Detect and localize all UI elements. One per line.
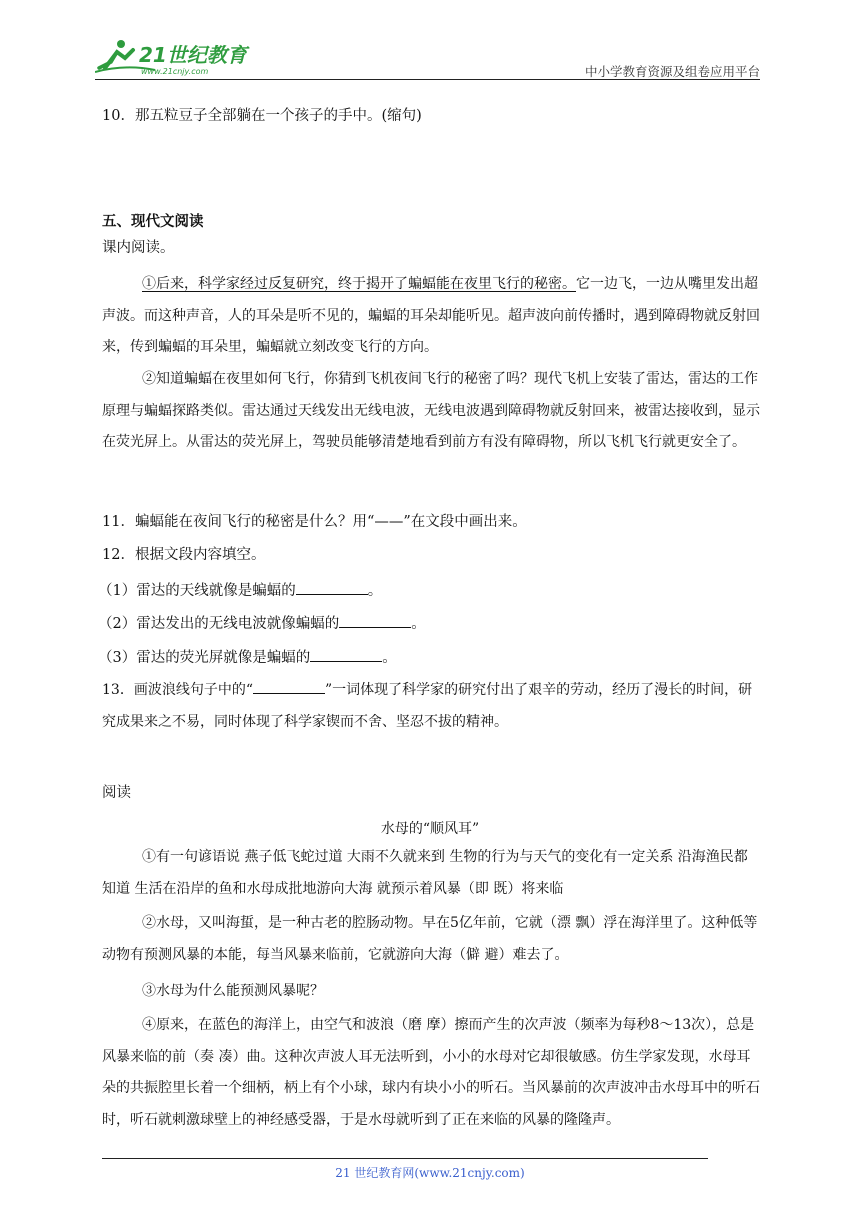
- question-12-1: （1）雷达的天线就像是蝙蝠的 。: [98, 580, 382, 601]
- page-footer: 21 世纪教育网(www.21cnjy.com): [335, 1166, 525, 1180]
- section-heading: 五、现代文阅读: [102, 213, 204, 230]
- page-header: [95, 30, 760, 80]
- passage-paragraph-2: ②知道蝙蝠在夜里如何飞行，你猜到飞机夜间飞行的秘密了吗？现代飞机上安装了雷达，雷达的工作原理与蝙蝠探路类似。雷达通过天线发出无线电波，无线电波遇到障碍物就反射回来，被雷达接收到，显示在荧光屏上。从雷达的荧光屏上，驾驶员能够清楚地看到前方有没有障碍物，所以飞机飞行就更安全了。: [102, 371, 760, 450]
- question-10: 10．那五粒豆子全部躺在一个孩子的手中。(缩句): [102, 108, 422, 124]
- answer-blank[interactable]: [339, 613, 411, 628]
- article-paragraph-1: ①有一句谚语说 燕子低飞蛇过道 大雨不久就来到 生物的行为与天气的变化有一定关系 沿海渔民都知道 生活在沿岸的鱼和水母成批地游向大海 就预示着风暴（即 既）将来临: [102, 849, 748, 897]
- answer-blank[interactable]: [253, 679, 325, 694]
- platform-name: 中小学教育资源及组卷应用平台: [584, 64, 760, 79]
- site-logo: [95, 38, 265, 78]
- answer-blank[interactable]: [310, 647, 382, 662]
- svg-text:www.21cnjy.com: www.21cnjy.com: [141, 67, 209, 76]
- reading-label: 阅读: [102, 785, 131, 801]
- header-divider: [95, 79, 760, 80]
- question-12-2: （2）雷达发出的无线电波就像蝙蝠的 。: [98, 613, 426, 634]
- article-paragraph-3: ③水母为什么能预测风暴呢？: [142, 983, 324, 999]
- answer-blank[interactable]: [296, 580, 368, 595]
- question-11: 11．蝙蝠能在夜间飞行的秘密是什么？用“——”在文段中画出来。: [102, 514, 527, 530]
- question-13: 13．画波浪线句子中的“ ”一词体现了科学家的研究付出了艰辛的劳动，经历了漫长的时间，研究成果来之不易，同时体现了科学家锲而不舍、坚忍不拔的精神。: [102, 675, 760, 738]
- section-intro: 课内阅读。: [102, 240, 175, 256]
- footer-divider: [102, 1158, 708, 1159]
- article-paragraph-2: ②水母，又叫海蜇，是一种古老的腔肠动物。早在5亿年前，它就（漂 飘）浮在海洋里了。这种低等动物有预测风暴的本能，每当风暴来临前，它就游向大海（僻 避）难去了。: [102, 915, 758, 963]
- svg-text:21世纪教育: 21世纪教育: [139, 43, 247, 67]
- passage-paragraph-1: ①后来，科学家经过反复研究，终于揭开了蝙蝠能在夜里飞行的秘密。它一边飞，一边从嘴里发出超声波。而这种声音，人的耳朵是听不见的，蝙蝠的耳朵却能听见。超声波向前传播时，遇到障碍物就反射回来，传到蝙蝠的耳朵里，蝙蝠就立刻改变飞行的方向。: [102, 276, 760, 355]
- article-paragraph-4: ④原来，在蓝色的海洋上，由空气和波浪（磨 摩）擦而产生的次声波（频率为每秒8～13次），总是风暴来临的前（奏 凑）曲。这种次声波人耳无法听到，小小的水母对它却很敏感。仿生学家发现，水母耳朵的共振腔里长着一个细柄，柄上有个小球，球内有块小小的听石。当风暴前的次声波冲击水母耳中的听石时，听石就刺激球壁上的神经感受器，于是水母就听到了正在来临的风暴的隆隆声。: [102, 1017, 760, 1128]
- article-title: 水母的“顺风耳”: [380, 821, 480, 837]
- question-12-3: （3）雷达的荧光屏就像是蝙蝠的 。: [98, 647, 397, 668]
- wavy-underlined-sentence: ①后来，科学家经过反复研究，终于揭开了蝙蝠能在夜里飞行的秘密。: [142, 276, 576, 292]
- question-12: 12．根据文段内容填空。: [102, 547, 266, 563]
